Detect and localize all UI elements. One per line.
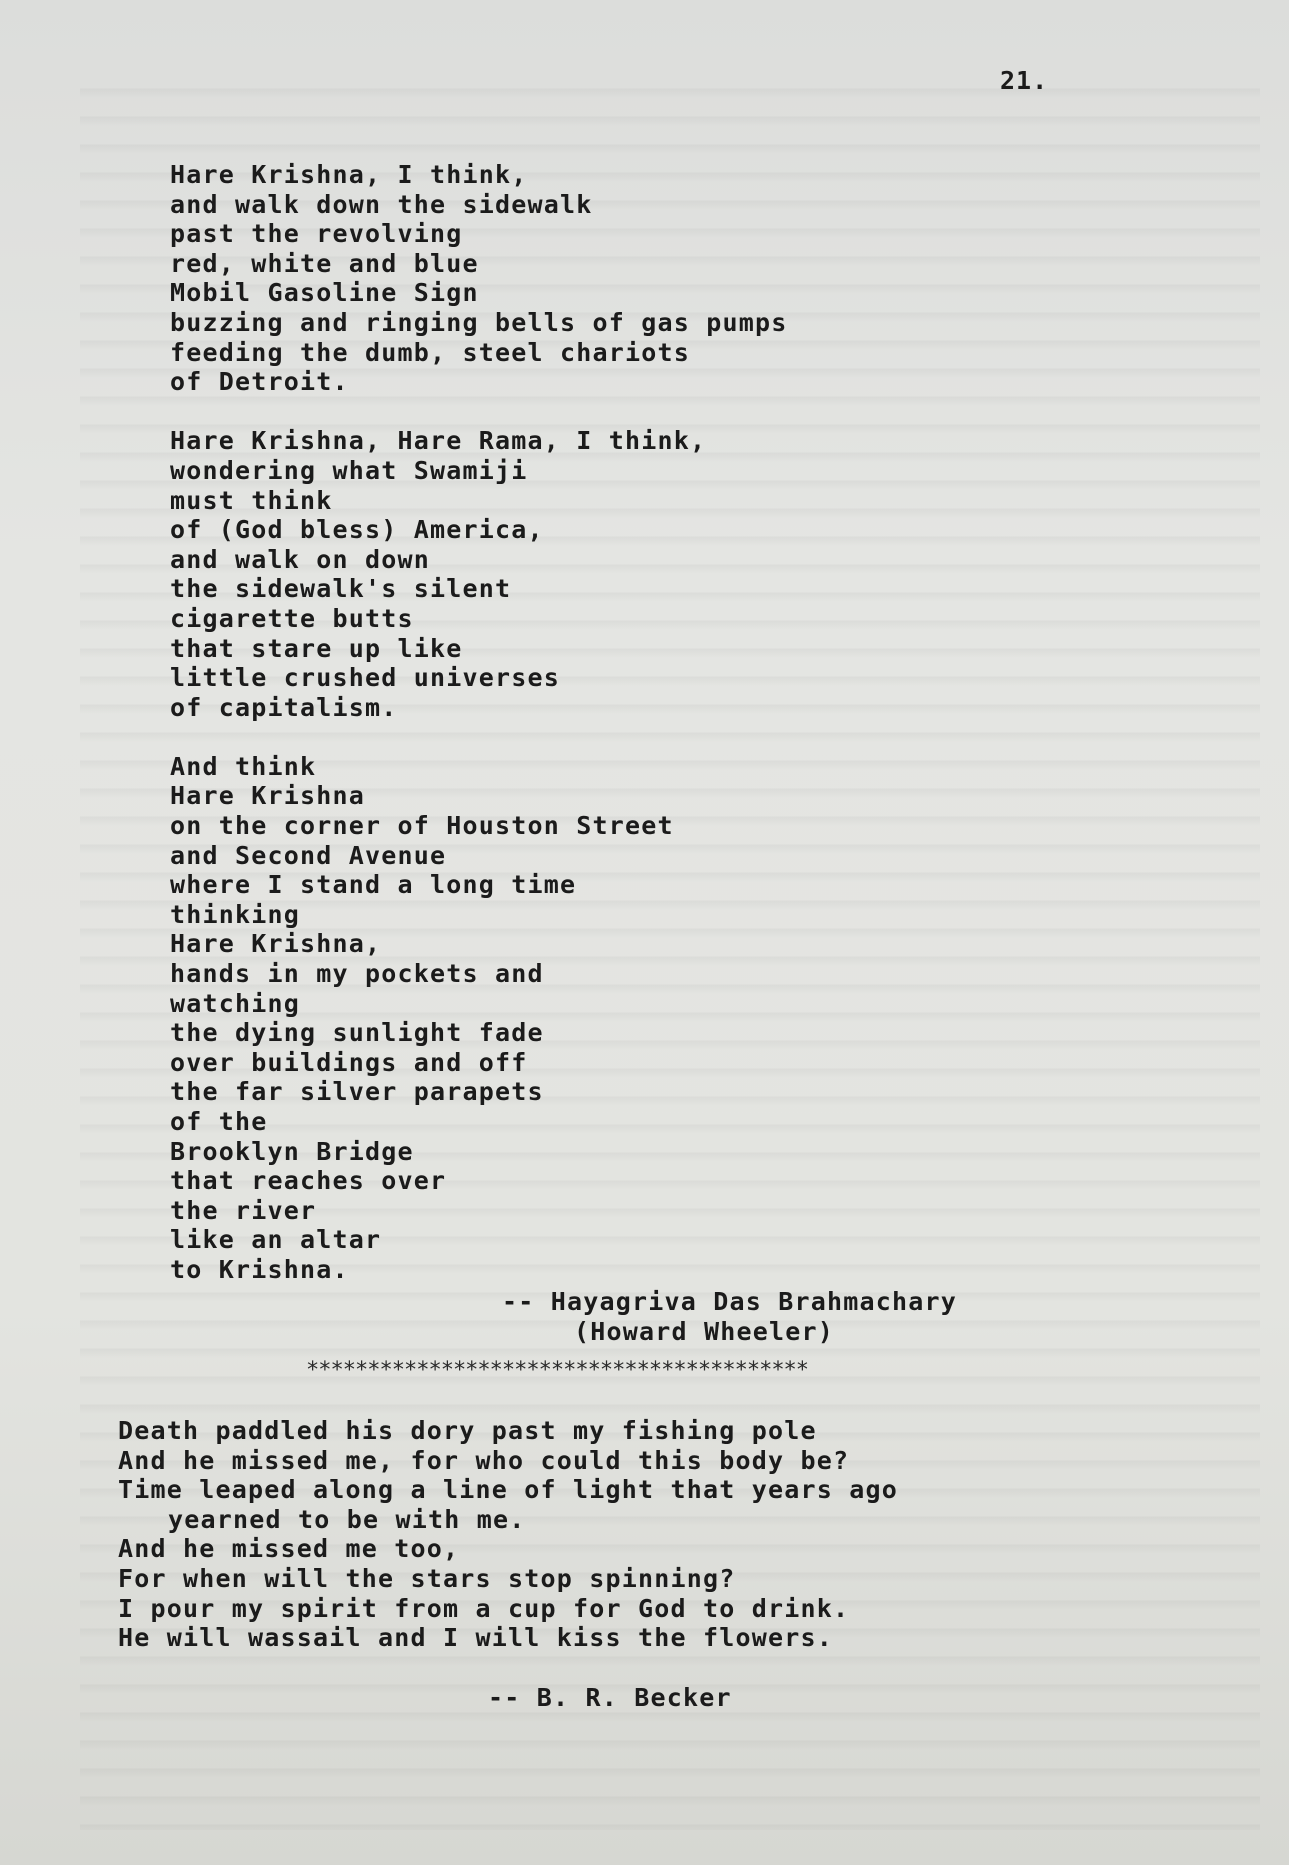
poem-line: I pour my spirit from a cup for God to drink. xyxy=(118,1593,850,1623)
asterisk-divider: ***************************************** xyxy=(306,1358,809,1383)
poem-line: thinking xyxy=(170,899,301,929)
poem-attribution: -- Hayagriva Das Brahmachary xyxy=(502,1287,958,1316)
poem-line: Mobil Gasoline Sign xyxy=(170,278,479,308)
poem-line: and Second Avenue xyxy=(170,840,447,870)
poem-line: of Detroit. xyxy=(170,367,349,397)
poem-line: watching xyxy=(170,988,301,1018)
poem-line: like an altar xyxy=(170,1225,382,1255)
stanza-break xyxy=(170,397,788,427)
poem-attribution-real-name: (Howard Wheeler) xyxy=(574,1317,835,1346)
poem-line: And he missed me too, xyxy=(118,1534,460,1564)
poem-line: that stare up like xyxy=(170,633,463,663)
poem-line: the river xyxy=(170,1195,317,1225)
poem-line: of (God bless) America, xyxy=(170,515,544,545)
poem-attribution: -- B. R. Becker xyxy=(488,1683,732,1712)
poem-line: the sidewalk's silent xyxy=(170,574,512,604)
poem-death-paddled xyxy=(118,1416,898,1653)
poem-line: Death paddled his dory past my fishing pole xyxy=(118,1416,817,1445)
poem-line: feeding the dumb, steel chariots xyxy=(170,337,691,367)
poem-line: on the corner of Houston Street xyxy=(170,811,674,841)
poem-line: that reaches over xyxy=(170,1166,447,1196)
poem-line: Hare Krishna, I think, xyxy=(170,160,528,189)
poem-line: the far silver parapets xyxy=(170,1077,544,1107)
poem-line: And he missed me, for who could this body be? xyxy=(118,1445,850,1475)
poem-line: Time leaped along a line of light that years ago xyxy=(118,1475,899,1505)
poem-line: hands in my pockets and xyxy=(170,959,544,989)
poem-line: past the revolving xyxy=(170,219,463,249)
poem-line: Hare Krishna, Hare Rama, I think, xyxy=(170,426,707,456)
poem-line: yearned to be with me. xyxy=(168,1504,526,1534)
poem-line: little crushed universes xyxy=(170,663,561,693)
poem-line: of the xyxy=(170,1107,268,1136)
poem-line: cigarette butts xyxy=(170,603,414,633)
poem-line: wondering what Swamiji xyxy=(170,455,528,485)
poem-line: over buildings and off xyxy=(170,1047,528,1077)
poem-line: buzzing and ringing bells of gas pumps xyxy=(170,307,788,337)
poem-line: red, white and blue xyxy=(170,248,479,278)
poem-line: And think xyxy=(170,751,317,781)
poem-line: of capitalism. xyxy=(170,692,398,722)
poem-line: to Krishna. xyxy=(170,1254,349,1284)
poem-hare-krishna xyxy=(170,160,788,1285)
poem-line: For when will the stars stop spinning? xyxy=(118,1563,736,1593)
poem-line: Brooklyn Bridge xyxy=(170,1136,414,1166)
poem-line: He will wassail and I will kiss the flowers. xyxy=(118,1623,834,1653)
poem-line: and walk on down xyxy=(170,544,431,574)
poem-line: and walk down the sidewalk xyxy=(170,189,593,219)
poem-line: where I stand a long time xyxy=(170,870,577,900)
stanza-break xyxy=(170,722,788,752)
poem-line: the dying sunlight fade xyxy=(170,1018,544,1048)
poem-line: must think xyxy=(170,485,333,515)
poem-line: Hare Krishna xyxy=(170,781,366,811)
poem-line: Hare Krishna, xyxy=(170,929,382,959)
page-number: 21. xyxy=(1000,66,1049,95)
